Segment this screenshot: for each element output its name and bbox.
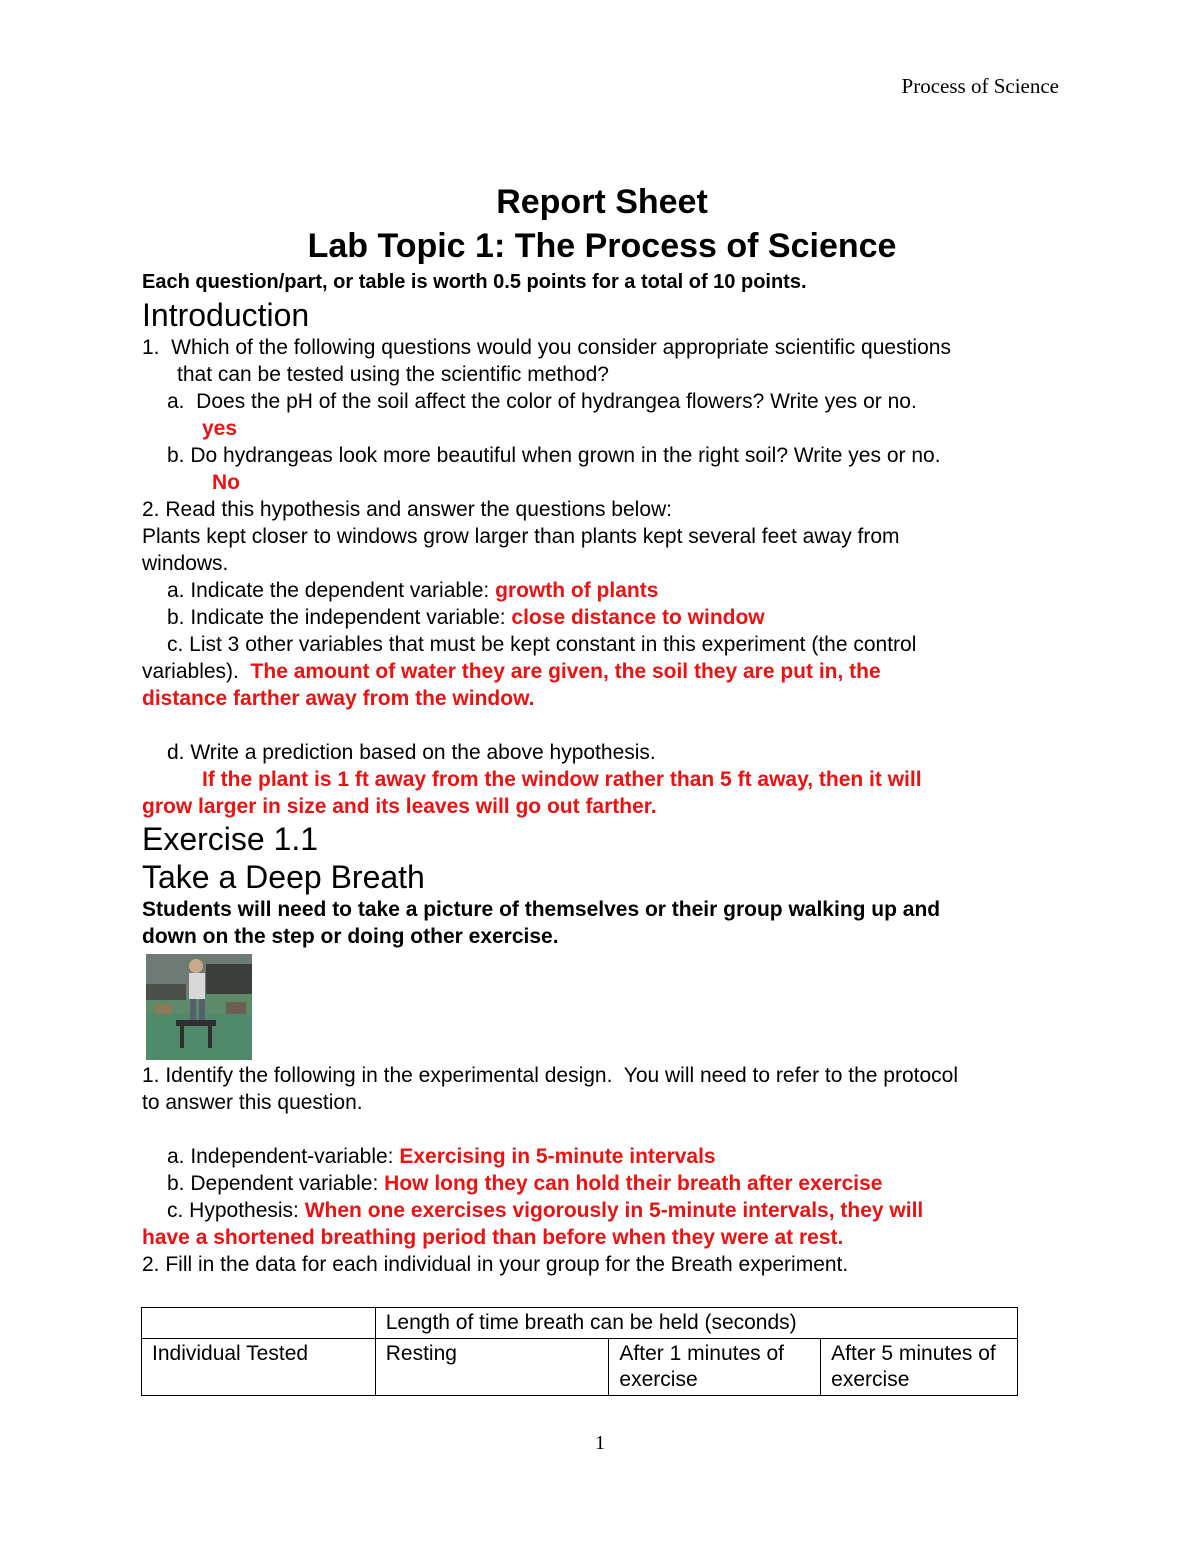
intro-q2c-answer-line2: distance farther away from the window.	[142, 687, 535, 710]
intro-q1a-answer: yes	[202, 417, 238, 440]
exercise-heading: Exercise 1.1	[142, 821, 319, 857]
exercise-q1a-label: a. Independent-variable:	[167, 1145, 400, 1168]
intro-q2b	[142, 604, 1062, 631]
intro-q2b-answer: close distance to window	[511, 606, 765, 629]
exercise-q1c-answer-line1: When one exercises vigorously in 5-minute intervals, they will	[304, 1199, 924, 1222]
exercise-q1a	[142, 1143, 1062, 1170]
table-header-after-5: After 5 minutes of exercise	[821, 1339, 1018, 1396]
report-title: Report Sheet	[496, 183, 708, 221]
points-note: Each question/part, or table is worth 0.5 points for a total of 10 points.	[142, 271, 807, 293]
intro-q1b: b. Do hydrangeas look more beautiful when grown in the right soil? Write yes or no.	[167, 444, 941, 467]
intro-q2d-answer-line2: grow larger in size and its leaves will go out farther.	[142, 795, 657, 818]
intro-q2: 2. Read this hypothesis and answer the questions below:	[142, 498, 672, 521]
exercise-instruction-line2: down on the step or doing other exercise.	[142, 925, 559, 948]
intro-q2d-answer-line1: If the plant is 1 ft away from the window rather than 5 ft away, then it will	[202, 768, 922, 791]
blank-line	[142, 1116, 1062, 1143]
table-header-after-1: After 1 minutes of exercise	[609, 1339, 821, 1396]
intro-q2a-answer: growth of plants	[495, 579, 659, 602]
hypothesis-line2: windows.	[142, 552, 229, 575]
exercise-q1-line1: 1. Identify the following in the experimental design. You will need to refer to the protocol	[142, 1064, 959, 1087]
exercise-q1a-answer: Exercising in 5-minute intervals	[399, 1145, 716, 1168]
intro-q2b-label: b. Indicate the independent variable:	[167, 606, 512, 629]
intro-q2c-answer-line1: The amount of water they are given, the soil they are put in, the	[250, 660, 881, 683]
introduction-heading: Introduction	[142, 297, 310, 333]
intro-q2a-label: a. Indicate the dependent variable:	[167, 579, 496, 602]
exercise-instruction-line1: Students will need to take a picture of themselves or their group walking up and	[142, 898, 941, 921]
table-row	[142, 1339, 1018, 1396]
intro-q2a	[142, 577, 1062, 604]
exercise-q1c-label: c. Hypothesis:	[167, 1199, 305, 1222]
intro-q2d: d. Write a prediction based on the above hypothesis.	[167, 741, 656, 764]
lab-topic-title: Lab Topic 1: The Process of Science	[307, 227, 897, 265]
intro-q1-line1: 1. Which of the following questions would you consider appropriate scientific questions	[142, 336, 951, 359]
table-cell-empty	[142, 1308, 376, 1339]
intro-q2c-line1: c. List 3 other variables that must be kept constant in this experiment (the control	[167, 633, 917, 656]
document-body	[142, 180, 1062, 1278]
exercise-subheading: Take a Deep Breath	[142, 859, 425, 895]
exercise-q1c	[142, 1197, 1062, 1224]
exercise-photo	[146, 954, 252, 1060]
table-group-header: Length of time breath can be held (seconds)	[375, 1308, 1017, 1339]
running-header: Process of Science	[901, 74, 1059, 98]
table-header-resting: Resting	[375, 1339, 609, 1396]
exercise-q1b-label: b. Dependent variable:	[167, 1172, 385, 1195]
intro-q1a: a. Does the pH of the soil affect the color of hydrangea flowers? Write yes or no.	[167, 390, 917, 413]
blank-line	[142, 712, 1062, 739]
intro-q1b-answer: No	[212, 471, 240, 494]
table-header-individual: Individual Tested	[142, 1339, 376, 1396]
exercise-q1b	[142, 1170, 1062, 1197]
exercise-q1c-answer-line2: have a shortened breathing period than before when they were at rest.	[142, 1226, 844, 1249]
intro-q2c-label: variables).	[142, 660, 251, 683]
table-row	[142, 1308, 1018, 1339]
intro-q1-line2: that can be tested using the scientific method?	[177, 363, 609, 386]
exercise-q1b-answer: How long they can hold their breath after exercise	[384, 1172, 883, 1195]
exercise-q2: 2. Fill in the data for each individual in your group for the Breath experiment.	[142, 1253, 849, 1276]
page-number: 1	[595, 1432, 605, 1454]
breath-data-table	[141, 1307, 1018, 1396]
exercise-q1-line2: to answer this question.	[142, 1091, 363, 1114]
intro-q2c-line2	[142, 658, 1062, 685]
hypothesis-line1: Plants kept closer to windows grow larger than plants kept several feet away from	[142, 525, 900, 548]
